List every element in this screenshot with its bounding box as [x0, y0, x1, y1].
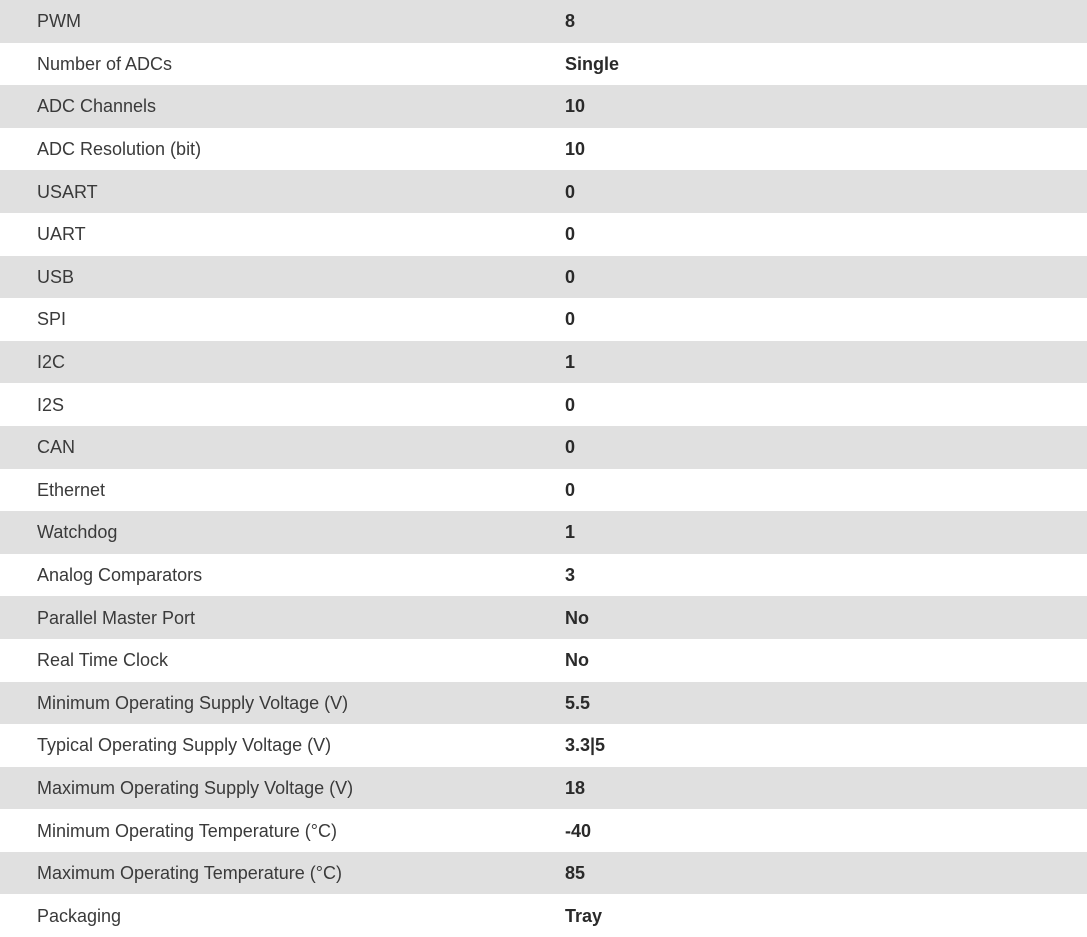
- spec-value: 10: [565, 96, 586, 117]
- spec-label: Parallel Master Port: [37, 607, 196, 628]
- spec-label: Maximum Operating Temperature (°C): [37, 863, 342, 884]
- spec-row-pwm: [0, 0, 1087, 43]
- spec-label: PWM: [37, 11, 81, 32]
- spec-label: Analog Comparators: [37, 565, 203, 586]
- spec-label: Number of ADCs: [37, 53, 173, 74]
- spec-value: 85: [565, 863, 586, 884]
- spec-value: 0: [565, 437, 576, 458]
- spec-row-spi: [0, 298, 1087, 341]
- spec-value: 0: [565, 479, 576, 500]
- spec-label: Watchdog: [37, 522, 118, 543]
- spec-value: 0: [565, 266, 576, 287]
- spec-label: Minimum Operating Temperature (°C): [37, 820, 337, 841]
- spec-row-uart: [0, 213, 1087, 256]
- spec-row-usb: [0, 256, 1087, 299]
- spec-value: 10: [565, 139, 586, 160]
- spec-label: Packaging: [37, 905, 122, 926]
- spec-value: Tray: [565, 905, 603, 926]
- spec-row-min-temperature: [0, 809, 1087, 852]
- spec-value: 0: [565, 181, 576, 202]
- spec-row-usart: [0, 170, 1087, 213]
- spec-value: 0: [565, 394, 576, 415]
- spec-label: CAN: [37, 437, 76, 458]
- spec-value: 5.5: [565, 692, 591, 713]
- spec-row-number-of-adcs: [0, 43, 1087, 86]
- spec-row-typical-supply-voltage: [0, 724, 1087, 767]
- spec-label: Real Time Clock: [37, 650, 169, 671]
- spec-row-adc-resolution: [0, 128, 1087, 171]
- spec-row-can: [0, 426, 1087, 469]
- spec-value: No: [565, 607, 589, 628]
- spec-label: Minimum Operating Supply Voltage (V): [37, 692, 349, 713]
- spec-row-packaging: [0, 894, 1087, 937]
- spec-value: No: [565, 650, 589, 671]
- spec-row-ethernet: [0, 469, 1087, 512]
- spec-label: ADC Channels: [37, 96, 157, 117]
- spec-row-watchdog: [0, 511, 1087, 554]
- spec-value: 8: [565, 11, 576, 32]
- spec-label: Maximum Operating Supply Voltage (V): [37, 777, 354, 798]
- spec-row-i2s: [0, 383, 1087, 426]
- spec-row-parallel-master-port: [0, 596, 1087, 639]
- spec-value: 0: [565, 224, 576, 245]
- spec-row-adc-channels: [0, 85, 1087, 128]
- spec-label: UART: [37, 224, 86, 245]
- spec-row-max-temperature: [0, 852, 1087, 895]
- spec-label: Typical Operating Supply Voltage (V): [37, 735, 332, 756]
- spec-label: USART: [37, 181, 98, 202]
- spec-row-analog-comparators: [0, 554, 1087, 597]
- spec-label: I2C: [37, 352, 66, 373]
- spec-value: -40: [565, 820, 592, 841]
- spec-row-max-supply-voltage: [0, 767, 1087, 810]
- spec-label: Ethernet: [37, 479, 106, 500]
- spec-value: 1: [565, 352, 576, 373]
- spec-label: USB: [37, 266, 75, 287]
- spec-label: I2S: [37, 394, 65, 415]
- spec-row-real-time-clock: [0, 639, 1087, 682]
- spec-value: 18: [565, 777, 586, 798]
- spec-row-i2c: [0, 341, 1087, 384]
- spec-value: 3: [565, 565, 576, 586]
- spec-label: ADC Resolution (bit): [37, 139, 202, 160]
- spec-value: 1: [565, 522, 576, 543]
- spec-label: SPI: [37, 309, 67, 330]
- spec-row-min-supply-voltage: [0, 682, 1087, 725]
- spec-value: 3.3|5: [565, 735, 606, 756]
- spec-value: 0: [565, 309, 576, 330]
- spec-value: Single: [565, 53, 620, 74]
